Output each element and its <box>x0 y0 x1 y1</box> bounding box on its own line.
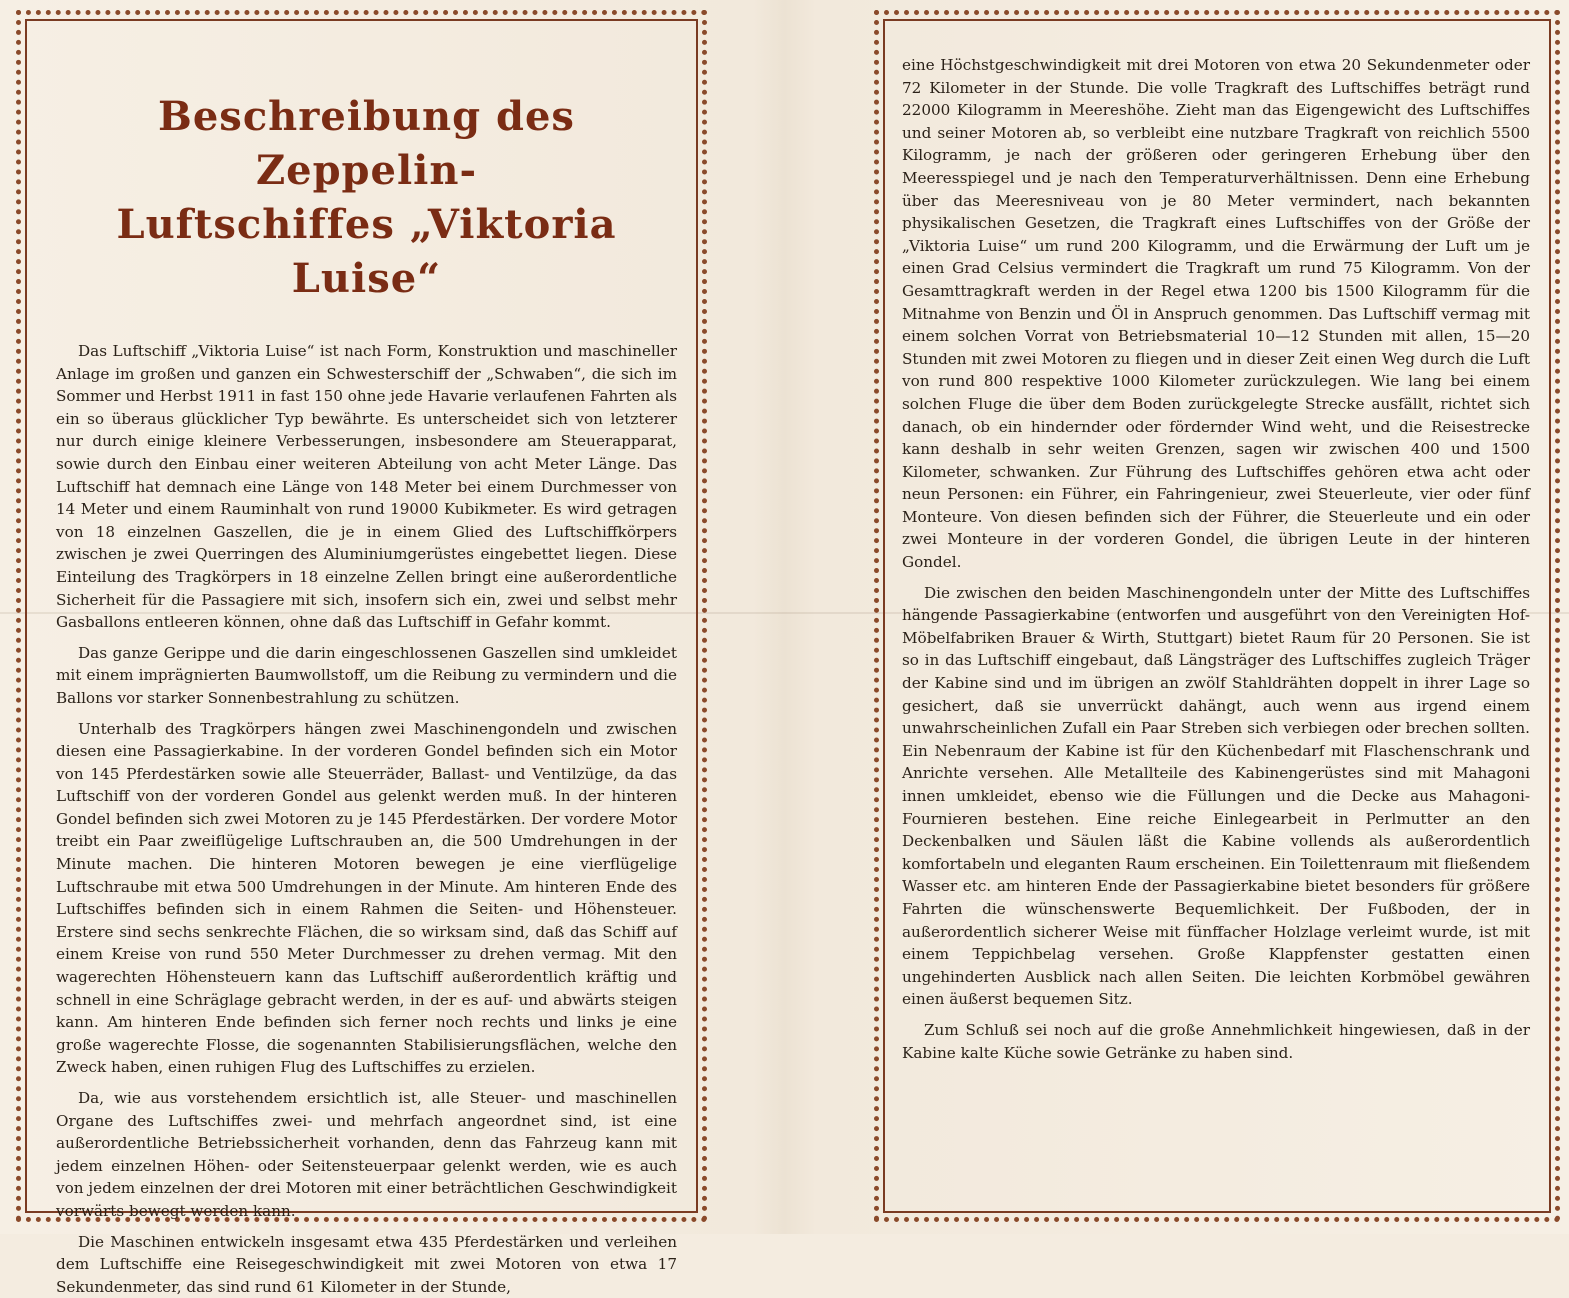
paragraph: Das Luftschiff „Viktoria Luise“ ist nach Form, Konstruktion und maschineller Anlage im großen und ganzen ein Schwesterschiff der „Schwaben“, die sich im Sommer und Herbst 1911 in fast 150 ohne jede Havarie verlaufenen Fahrten als ein so überaus glücklicher Typ bewährte. Es unterscheidet sich von letzterer nur durch einige kleinere Verbesserungen, insbesondere am Steuerapparat, sowie durch den Einbau einer weiteren Abteilung von acht Meter Länge. Das Luftschiff hat demnach eine Länge von 148 Meter bei einem Durchmesser von 14 Meter und einem Rauminhalt von rund 19000 Kubikmeter. Es wird getragen von 18 einzelnen Gaszellen, die je in einem Glied des Luftschiffkörpers zwischen je zwei Querringen des Aluminiumgerüstes eingebettet liegen. Diese Einteilung des Tragkörpers in 18 einzelne Zellen bringt eine außerordentliche Sicherheit für die Passagiere mit sich, insofern sich ein, zwei und selbst mehr Gasballons entleeren können, ohne daß das Luftschiff in Gefahr kommt. <box>56 342 677 632</box>
left-page-content <box>56 36 677 1296</box>
paragraph: Unterhalb des Tragkörpers hängen zwei Maschinengondeln und zwischen diesen eine Passagierkabine. In der vorderen Gondel befinden sich ein Motor von 145 Pferdestärken sowie alle Steuerräder, Ballast- und Ventilzüge, da das Luftschiff von der vorderen Gondel aus gelenkt werden muß. In der hinteren Gondel befinden sich zwei Motoren zu je 145 Pferdestärken. Der vordere Motor treibt ein Paar zweiflügelige Luftschrauben an, die 500 Umdrehungen in der Minute machen. Die hinteren Motoren bewegen je eine vierflügelige Luftschraube mit etwa 500 Umdrehungen in der Minute. Am hinteren Ende des Luftschiffes befinden sich in einem Rahmen die Seiten- und Höhensteuer. Erstere sind sechs senkrechte Flächen, die so wirksam sind, daß das Schiff auf einem Kreise von rund 550 Meter Durchmesser zu drehen vermag. Mit den wagerechten Höhensteuern kann das Luftschiff außerordentlich kräftig und schnell in eine Schräglage gebracht werden, in der es auf- und abwärts steigen kann. Am hinteren Ende befinden sich ferner noch rechts und links je eine große wagerechte Flosse, die sogenannten Stabilisierungsflächen, welche den Zweck haben, einen ruhigen Flug des Luftschiffes zu erzielen. <box>56 719 677 1077</box>
title-line-1: Beschreibung des Zeppelin- <box>158 93 575 194</box>
right-page-content <box>902 54 1530 1196</box>
paragraph: Die Maschinen entwickeln insgesamt etwa 435 Pferdestärken und verleihen dem Luftschiffe eine Reisegeschwindigkeit mit zwei Motoren von etwa 17 Sekundenmeter, das sind rund 61 Kilometer in der Stunde, <box>56 1232 677 1296</box>
page-title <box>56 90 677 306</box>
paragraph: Das ganze Gerippe und die darin eingeschlossenen Gaszellen sind umkleidet mit einem imprägnierten Baumwollstoff, um die Reibung zu vermindern und die Ballons vor starker Sonnenbestrahlung zu schützen. <box>56 643 677 707</box>
right-page <box>874 10 1560 1222</box>
paragraph: Da, wie aus vorstehendem ersichtlich ist, alle Steuer- und maschinellen Organe des Luftschiffes zwei- und mehrfach angeordnet sind, ist eine außerordentliche Betriebssicherheit vorhanden, denn das Fahrzeug kann mit jedem einzelnen Höhen- oder Seitensteuerpaar gelenkt werden, wie es auch von jedem einzelnen der drei Motoren mit einer beträchtlichen Geschwindigkeit vorwärts bewegt werden kann. <box>56 1089 677 1220</box>
title-line-2: Luftschiffes „Viktoria Luise“ <box>116 201 617 302</box>
paragraph: Die zwischen den beiden Maschinengondeln unter der Mitte des Luftschiffes hängende Passagierkabine (entworfen und ausgeführt von den Vereinigten Hof-Möbelfabriken Brauer & Wirth, Stuttgart) bietet Raum für 20 Personen. Sie ist so in das Luftschiff eingebaut, daß Längsträger des Luftschiffes zugleich Träger der Kabine sind und im übrigen an zwölf Stahldrähten doppelt in ihrer Lage so gesichert, daß sie unverrückt dahängt, auch wenn aus irgend einem unwahrscheinlichen Zufall ein Paar Streben sich verbiegen oder brechen sollten. Ein Nebenraum der Kabine ist für den Küchenbedarf mit Flaschenschrank und Anrichte versehen. Alle Metallteile des Kabinengerüstes sind mit Mahagoni innen umkleidet, ebenso wie die Füllungen und die Decke aus Mahagoni-Fournieren bestehen. Eine reiche Einlegearbeit in Perlmutter an den Deckenbalken und Säulen läßt die Kabine vollends als außerordentlich komfortabeln und eleganten Raum erscheinen. Ein Toilettenraum mit fließendem Wasser etc. am hinteren Ende der Passagierkabine bietet besonders für größere Fahrten die wünschenswerte Bequemlichkeit. Der Fußboden, der in außerordentlich sicherer Weise mit fünffacher Holzlage verleimt wurde, ist mit einem Teppichbelag versehen. Große Klappfenster gestatten einen ungehinderten Ausblick nach allen Seiten. Die leichten Korbmöbel gewähren einen äußerst bequemen Sitz. <box>902 583 1530 1009</box>
paragraph: eine Höchstgeschwindigkeit mit drei Motoren von etwa 20 Sekundenmeter oder 72 Kilometer in der Stunde. Die volle Tragkraft des Luftschiffes beträgt rund 22000 Kilogramm in Meereshöhe. Zieht man das Eigengewicht des Luftschiffes und seiner Motoren ab, so verbleibt eine nutzbare Tragkraft von reichlich 5500 Kilogramm, je nach der größeren oder geringeren Erhebung über den Meeresspiegel und je nach den Temperaturverhältnissen. Denn eine Erhebung über das Meeresniveau von je 80 Meter vermindert, nach bekannten physikalischen Gesetzen, die Tragkraft eines Luftschiffes von der Größe der „Viktoria Luise“ um rund 200 Kilogramm, und die Erwärmung der Luft um je einen Grad Celsius vermindert die Tragkraft um rund 75 Kilogramm. Von der Gesamttragkraft werden in der Regel etwa 1200 bis 1500 Kilogramm für die Mitnahme von Benzin und Öl in Anspruch genommen. Das Luftschiff vermag mit einem solchen Vorrat von Betriebsmaterial 10—12 Stunden mit allen, 15—20 Stunden mit zwei Motoren zu fliegen und in dieser Zeit einen Weg durch die Luft von rund 800 respektive 1000 Kilometer zurückzulegen. Wie lang bei einem solchen Fluge die über dem Boden zurückgelegte Strecke ausfällt, richtet sich danach, ob ein hindernder oder fördernder Wind weht, und die Reisestrecke kann deshalb in sehr weiten Grenzen, sagen wir zwischen 400 und 1500 Kilometer, schwanken. Zur Führung des Luftschiffes gehören etwa acht oder neun Personen: ein Führer, ein Fahringenieur, zwei Steuerleute, vier oder fünf Monteure. Von diesen befinden sich der Führer, die Steuerleute und ein oder zwei Monteure in der vorderen Gondel, die übrigen Leute in der hinteren Gondel. <box>902 56 1530 572</box>
paragraph: Zum Schluß sei noch auf die große Annehmlichkeit hingewiesen, daß in der Kabine kalte Küche sowie Getränke zu haben sind. <box>902 1020 1530 1062</box>
left-page <box>16 10 707 1296</box>
